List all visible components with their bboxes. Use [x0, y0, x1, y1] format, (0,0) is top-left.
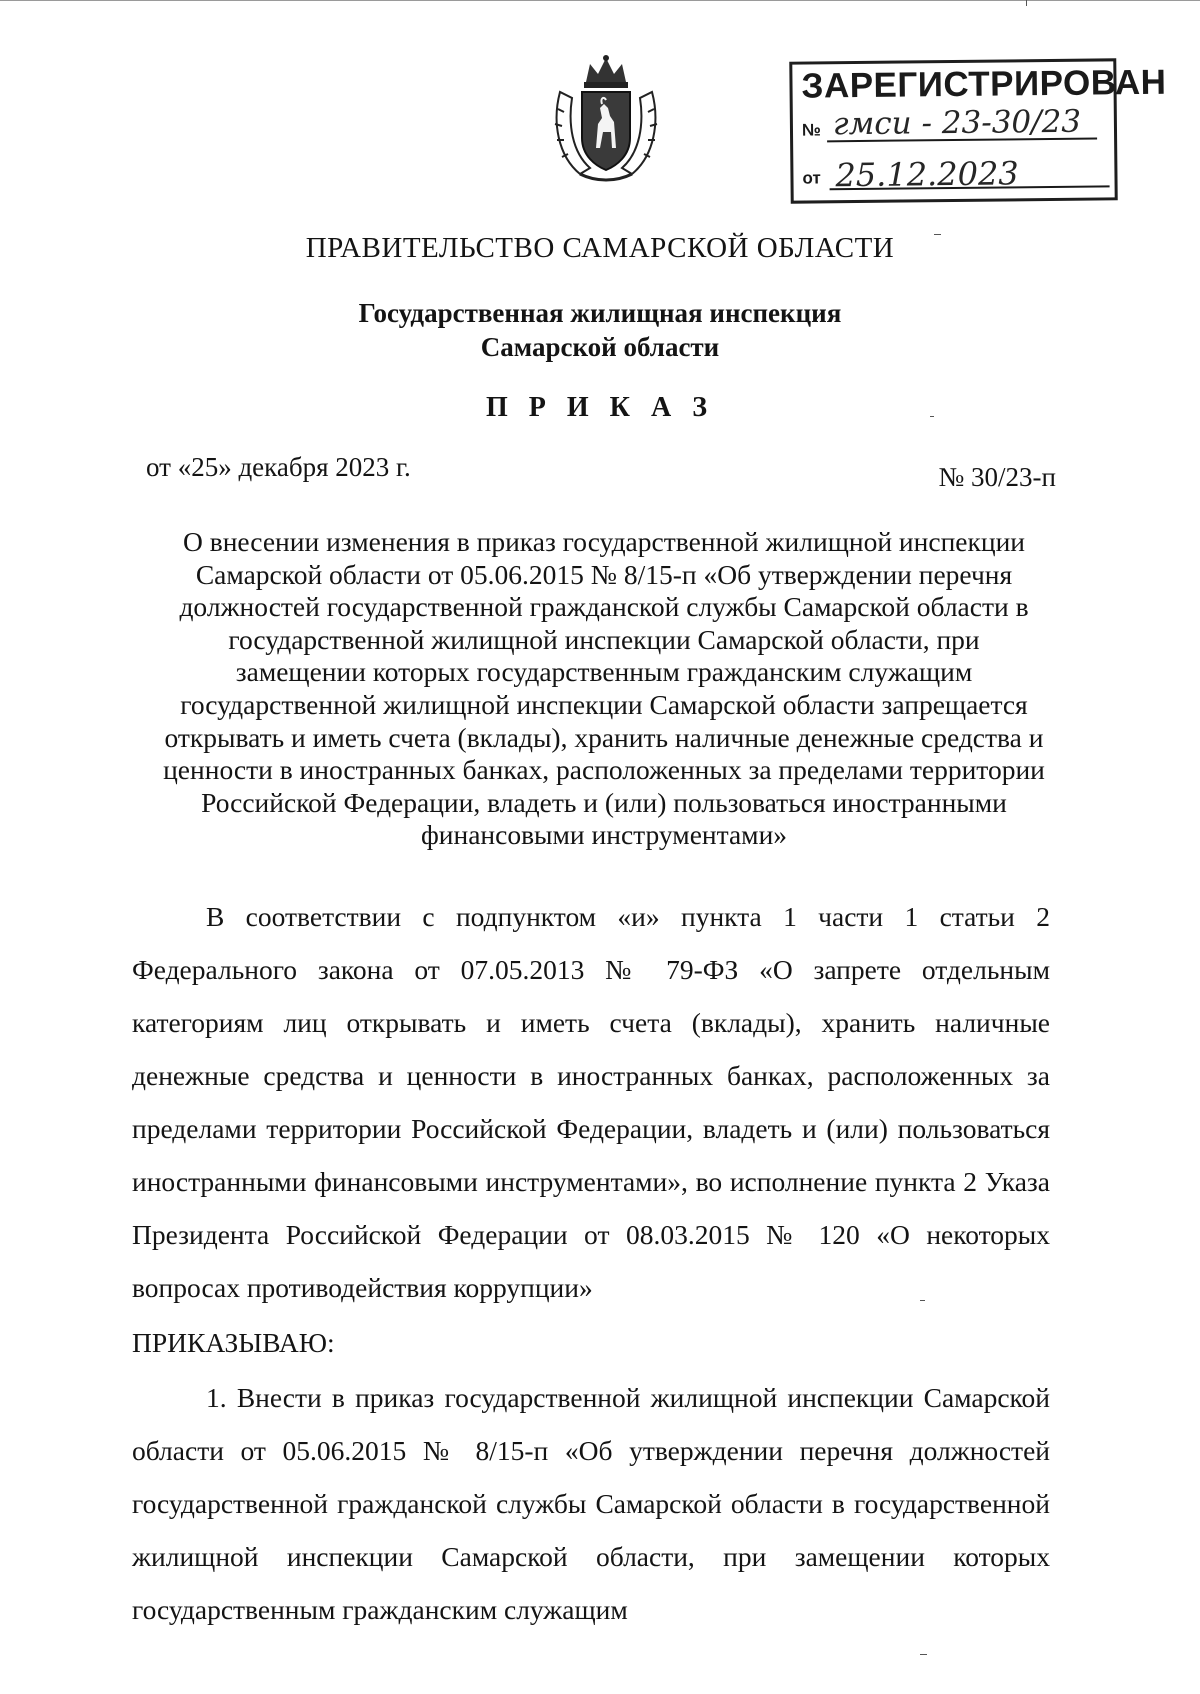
scan-speck [920, 1654, 927, 1655]
title-line: замещении которых государственным гражданским служащим [235, 656, 973, 688]
title-line: государственной жилищной инспекции Самарской области, при [228, 623, 980, 655]
title-line: О внесении изменения в приказ государственной жилищной инспекции [182, 526, 1026, 557]
title-line: открывать и иметь счета (вклады), хранить наличные денежные средства и [164, 721, 1044, 753]
order-number: № 30/23-п [938, 462, 1056, 492]
stamp-date-handwritten: 25.12.2023 [835, 154, 1019, 195]
preamble-paragraph: В соответствии с подпунктом «и» пункта 1 части 1 статьи 2 Федерального закона от 07.05.2013 № 79-ФЗ «О запрете отдельным категориям лиц открывать и иметь счета (вклады), хранить наличные денежные средства и ценности в иностранных банках, расположенных за пределами территории Российской Федерации, владеть и (или) пользоваться иностранными финансовыми инструментами», во исполнение пункта 2 Указа Президента Российской Федерации от 08.03.2015 № 120 «О некоторых вопросах противодействия коррупции» [132, 901, 1050, 1303]
document-type-heading: П Р И К А З [486, 392, 714, 423]
title-line: финансовыми инструментами» [420, 819, 788, 851]
order-body [132, 890, 1050, 1636]
scan-speck [930, 416, 934, 417]
organization-line-2: Самарской области [480, 332, 720, 362]
title-line: Самарской области от 05.06.2015 № 8/15-п «Об утверждении перечня [195, 558, 1013, 590]
registration-stamp [789, 58, 1167, 203]
stamp-date-label: от [802, 168, 821, 188]
item-1-paragraph: 1. Внести в приказ государственной жилищной инспекции Самарской области от 05.06.2015 № 8/15-п «Об утверждении перечня должностей государственной гражданской службы Самарской области в государственной жилищной инспекции Самарской области, при замещении которых государственным гражданским служащим [132, 1382, 1050, 1625]
stamp-title: ЗАРЕГИСТРИРОВАН [801, 62, 1167, 106]
order-title [140, 526, 1068, 852]
scan-speck [934, 234, 941, 235]
title-line: государственной жилищной инспекции Самарской области запрещается [180, 688, 1028, 720]
title-line: ценности в иностранных банках, расположенных за пределами территории [163, 754, 1045, 786]
order-date: от «25» декабря 2023 г. [146, 452, 411, 482]
scan-speck [1026, 0, 1027, 6]
scan-top-edge [0, 0, 1200, 1]
stamp-number-handwritten: гмси - 23-30/23 [832, 103, 1082, 143]
coat-of-arms-emblem [550, 52, 662, 184]
government-heading: ПРАВИТЕЛЬСТВО САМАРСКОЙ ОБЛАСТИ [305, 232, 895, 264]
stamp-number-label: № [801, 120, 822, 140]
scan-speck [920, 1300, 925, 1301]
title-line: Российской Федерации, владеть и (или) пользоваться иностранными [201, 786, 1007, 818]
order-word: ПРИКАЗЫВАЮ: [132, 1327, 335, 1358]
title-line: должностей государственной гражданской службы Самарской области в [179, 591, 1029, 623]
organization-line-1: Государственная жилищная инспекция [358, 298, 842, 328]
organization-heading [0, 296, 1200, 364]
